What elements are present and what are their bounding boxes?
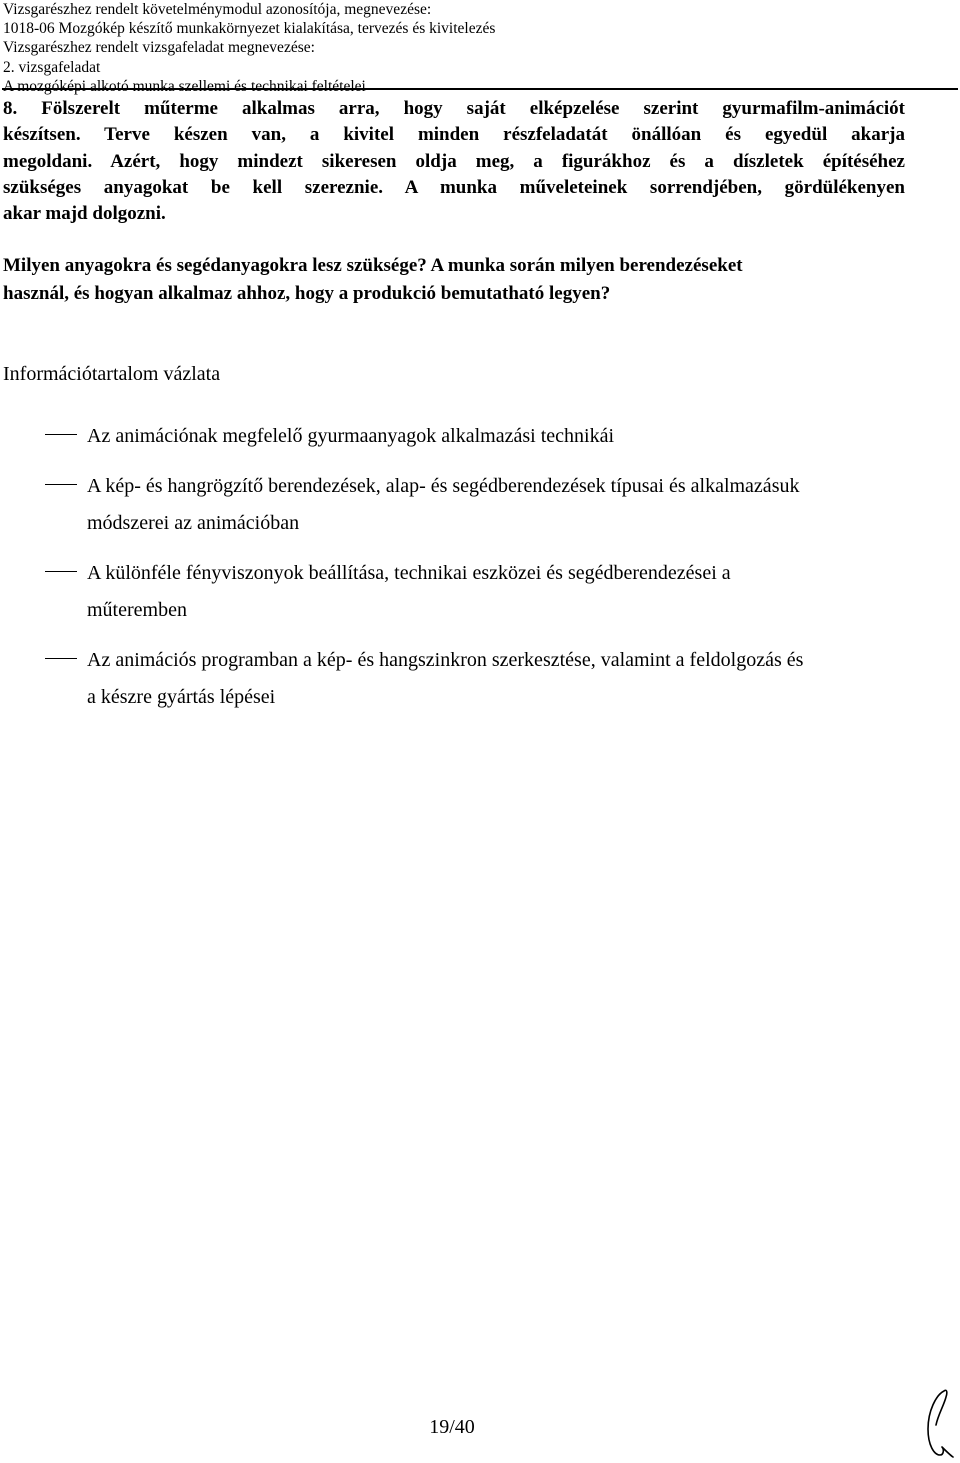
task-description <box>3 96 905 227</box>
dash-bullet-icon <box>45 658 77 659</box>
header-module-label: Vizsgarészhez rendelt követelménymodul azonosítója, megnevezése: <box>3 1 432 18</box>
header-divider <box>2 88 958 90</box>
task-line: 8. Fölszerelt műterme alkalmas arra, hogy saját elképzelése szerint gyurmafilm-animációt <box>3 98 905 119</box>
list-item-text: módszerei az animációban <box>87 512 300 534</box>
question-line: használ, és hogyan alkalmaz ahhoz, hogy a produkció bemutatható legyen? <box>3 283 611 304</box>
task-questions <box>3 252 913 308</box>
task-line: akar majd dolgozni. <box>3 203 166 225</box>
list-item <box>0 555 960 629</box>
question-line: Milyen anyagokra és segédanyagokra lesz szüksége? A munka során milyen berendezéseket <box>3 255 743 276</box>
dash-bullet-icon <box>45 571 77 572</box>
dash-bullet-icon <box>45 484 77 485</box>
list-item <box>0 418 960 455</box>
header-task-number: 2. vizsgafeladat <box>3 58 101 76</box>
page-number: 19/40 <box>429 1416 475 1438</box>
list-item-text: A kép- és hangrögzítő berendezések, alap- és segédberendezések típusai és alkalmazásuk <box>87 475 800 497</box>
task-line: szükséges anyagokat be kell szereznie. A munka műveleteinek sorrendjében, gördülékenyen <box>3 176 905 198</box>
header-module-name: 1018-06 Mozgókép készítő munkakörnyezet kialakítása, tervezés és kivitelezés <box>3 20 496 38</box>
document-header <box>3 0 943 96</box>
list-item-text: Az animációs programban a kép- és hangszinkron szerkesztése, valamint a feldolgozás és <box>87 649 804 671</box>
list-item <box>0 642 960 716</box>
header-task-name: A mozgóképi alkotó munka szellemi és technikai feltételei <box>3 77 366 95</box>
list-item-text: Az animációnak megfelelő gyurmaanyagok alkalmazási technikái <box>87 425 615 447</box>
dash-bullet-icon <box>45 434 77 435</box>
header-task-label: Vizsgarészhez rendelt vizsgafeladat megnevezése: <box>3 39 315 57</box>
info-outline-title: Információtartalom vázlata <box>3 363 221 385</box>
info-outline-list <box>0 418 960 729</box>
list-item-text: a készre gyártás lépései <box>87 686 276 708</box>
list-item-text: műteremben <box>87 599 187 621</box>
list-item <box>0 468 960 542</box>
list-item-text: A különféle fényviszonyok beállítása, technikai eszközei és segédberendezései a <box>87 562 731 584</box>
task-line: készítsen. Terve készen van, a kivitel minden részfeladatát önállóan és egyedül akarja <box>3 124 905 146</box>
task-line: megoldani. Azért, hogy mindezt sikeresen oldja meg, a figurákhoz és a díszletek építéséhez <box>3 150 905 172</box>
signature-icon <box>922 1385 958 1461</box>
